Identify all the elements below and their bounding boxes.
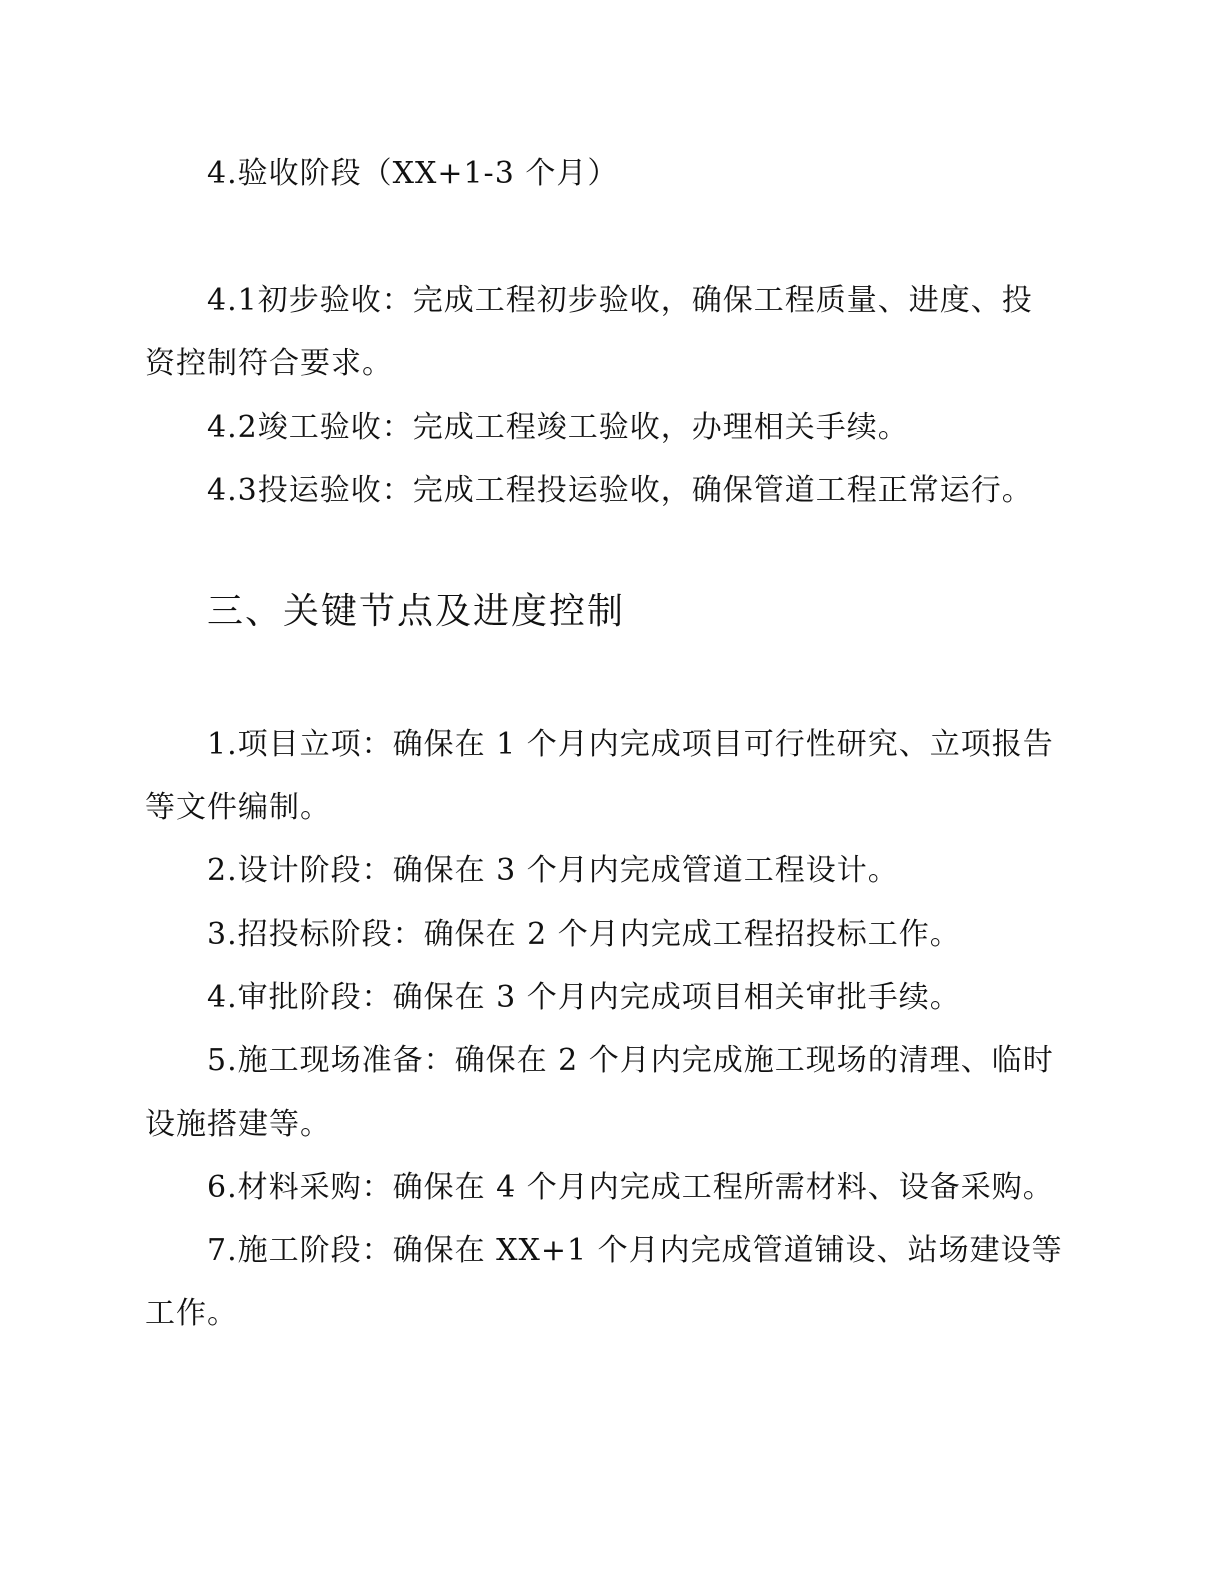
key-node-5-line-2: 设施搭建等。 [145, 1107, 331, 1142]
key-node-4: 4.审批阶段：确保在 3 个月内完成项目相关审批手续。 [207, 980, 961, 1015]
key-node-5-line-1: 5.施工现场准备：确保在 2 个月内完成施工现场的清理、临时 [207, 1043, 1054, 1078]
section-heading-key-nodes: 三、关键节点及进度控制 [207, 591, 626, 632]
item-4-1-line-2: 资控制符合要求。 [145, 346, 393, 381]
key-node-1-line-2: 等文件编制。 [145, 790, 331, 825]
item-4-3: 4.3投运验收：完成工程投运验收，确保管道工程正常运行。 [207, 473, 1033, 508]
key-node-1-line-1: 1.项目立项：确保在 1 个月内完成项目可行性研究、立项报告 [207, 727, 1054, 762]
key-node-7-line-2: 工作。 [145, 1296, 238, 1331]
key-node-3: 3.招投标阶段：确保在 2 个月内完成工程招投标工作。 [207, 917, 961, 952]
acceptance-stage-title: 4.验收阶段（XX+1-3 个月） [207, 156, 619, 191]
key-node-6: 6.材料采购：确保在 4 个月内完成工程所需材料、设备采购。 [207, 1170, 1054, 1205]
key-node-2: 2.设计阶段：确保在 3 个月内完成管道工程设计。 [207, 853, 899, 888]
key-node-7-line-1: 7.施工阶段：确保在 XX+1 个月内完成管道铺设、站场建设等 [207, 1233, 1063, 1268]
item-4-1-line-1: 4.1初步验收：完成工程初步验收，确保工程质量、进度、投 [207, 283, 1033, 318]
item-4-2: 4.2竣工验收：完成工程竣工验收，办理相关手续。 [207, 410, 909, 445]
